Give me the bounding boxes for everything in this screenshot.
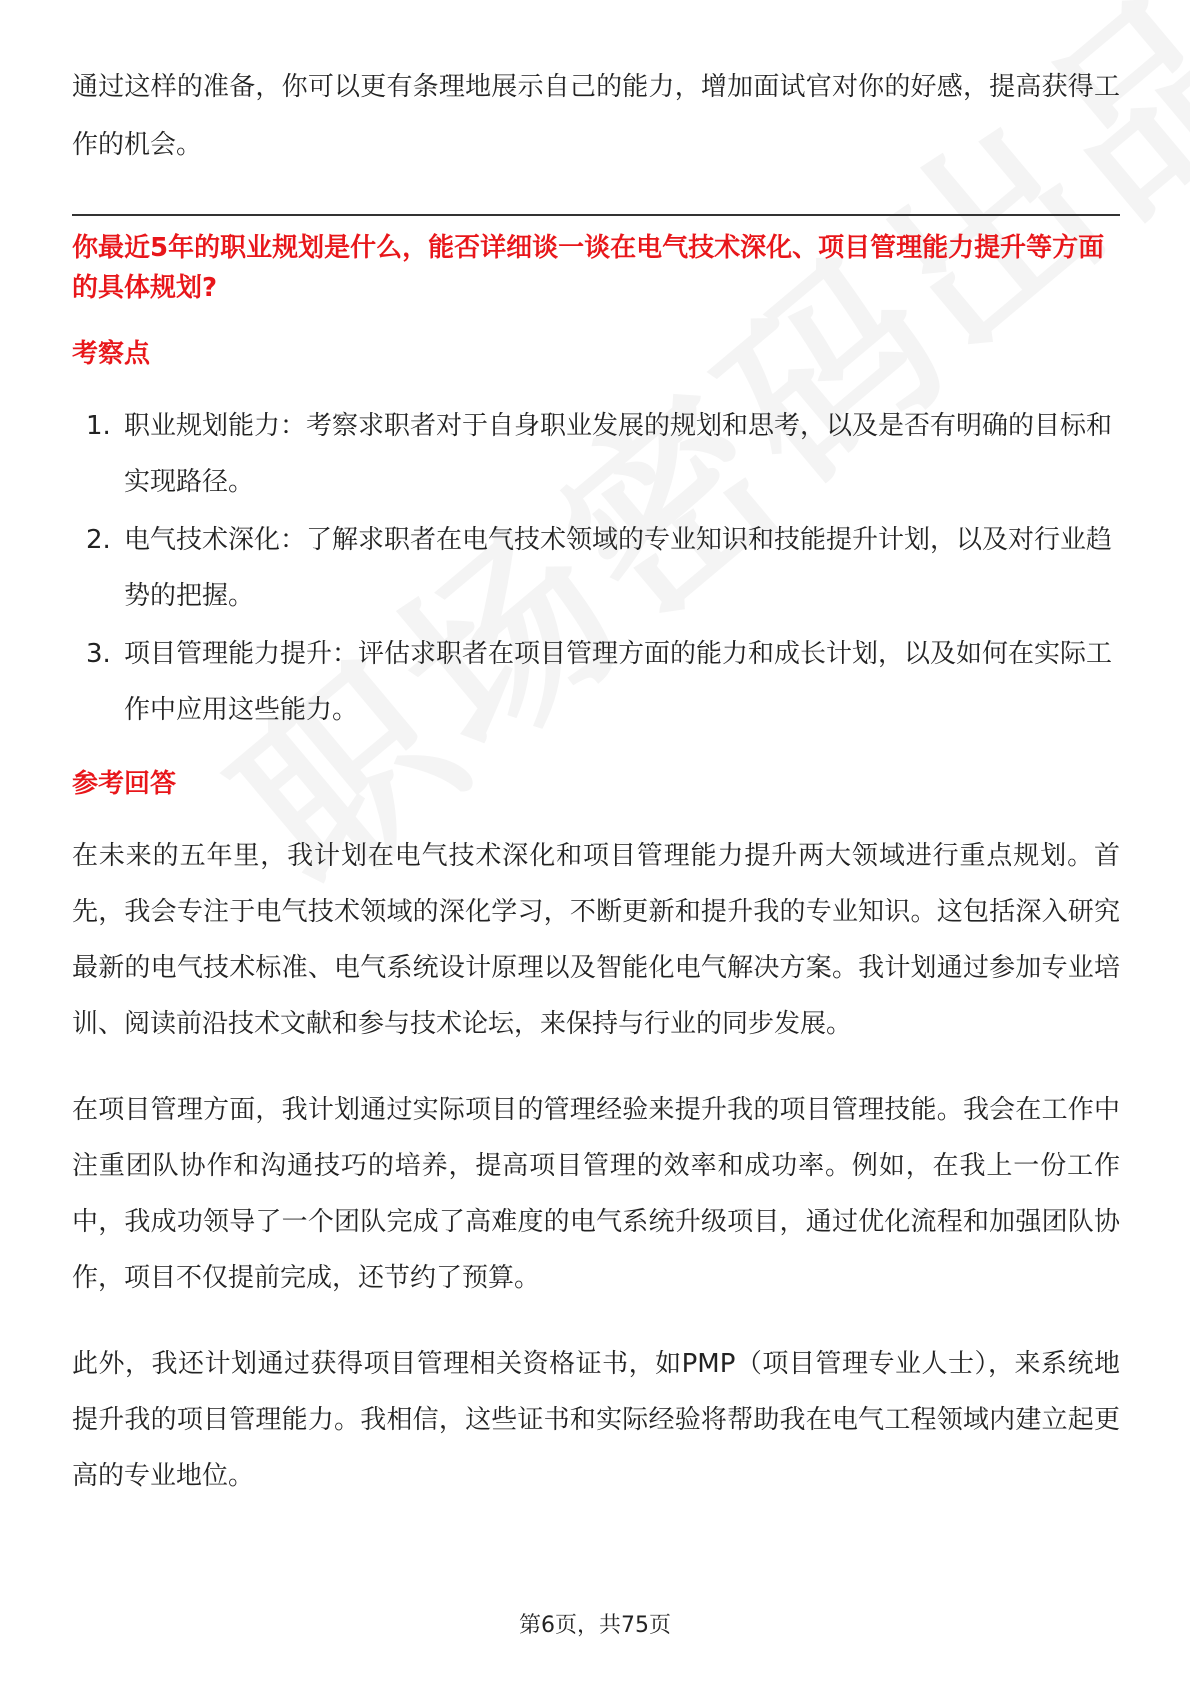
assessment-point <box>72 626 1120 738</box>
intro-paragraph: 通过这样的准备，你可以更有条理地展示自己的能力，增加面试官对你的好感，提高获得工作的机会。 <box>72 72 1120 160</box>
page-number-footer: 第6页，共75页 <box>519 1613 671 1638</box>
question-heading: 你最近5年的职业规划是什么，能否详细谈一谈在电气技术深化、项目管理能力提升等方面的具体规划? <box>72 233 1105 303</box>
page-content <box>72 58 1120 1534</box>
assessment-point <box>72 512 1120 624</box>
point-text: 电气技术深化：了解求职者在电气技术领域的专业知识和技能提升计划，以及对行业趋势的把握。 <box>124 525 1113 611</box>
section-divider <box>72 214 1120 216</box>
point-text: 项目管理能力提升：评估求职者在项目管理方面的能力和成长计划，以及如何在实际工作中应用这些能力。 <box>124 639 1113 725</box>
point-number: 3. <box>86 639 111 669</box>
assessment-title: 考察点 <box>72 339 151 369</box>
assessment-point <box>72 398 1120 510</box>
answer-paragraph: 此外，我还计划通过获得项目管理相关资格证书，如PMP（项目管理专业人士），来系统地提升我的项目管理能力。我相信，这些证书和实际经验将帮助我在电气工程领域内建立起更高的专业地位。 <box>72 1349 1120 1491</box>
answer-paragraph: 在项目管理方面，我计划通过实际项目的管理经验来提升我的项目管理技能。我会在工作中注重团队协作和沟通技巧的培养，提高项目管理的效率和成功率。例如，在我上一份工作中，我成功领导了一个团队完成了高难度的电气系统升级项目，通过优化流程和加强团队协作，项目不仅提前完成，还节约了预算。 <box>72 1095 1120 1293</box>
point-number: 1. <box>86 411 111 441</box>
reference-title: 参考回答 <box>72 769 177 799</box>
point-text: 职业规划能力：考察求职者对于自身职业发展的规划和思考，以及是否有明确的目标和实现路径。 <box>124 411 1113 497</box>
point-number: 2. <box>86 525 111 555</box>
assessment-points <box>72 398 1120 738</box>
answer-paragraph: 在未来的五年里，我计划在电气技术深化和项目管理能力提升两大领域进行重点规划。首先，我会专注于电气技术领域的深化学习，不断更新和提升我的专业知识。这包括深入研究最新的电气技术标准、电气系统设计原理以及智能化电气解决方案。我计划通过参加专业培训、阅读前沿技术文献和参与技术论坛，来保持与行业的同步发展。 <box>72 841 1120 1039</box>
